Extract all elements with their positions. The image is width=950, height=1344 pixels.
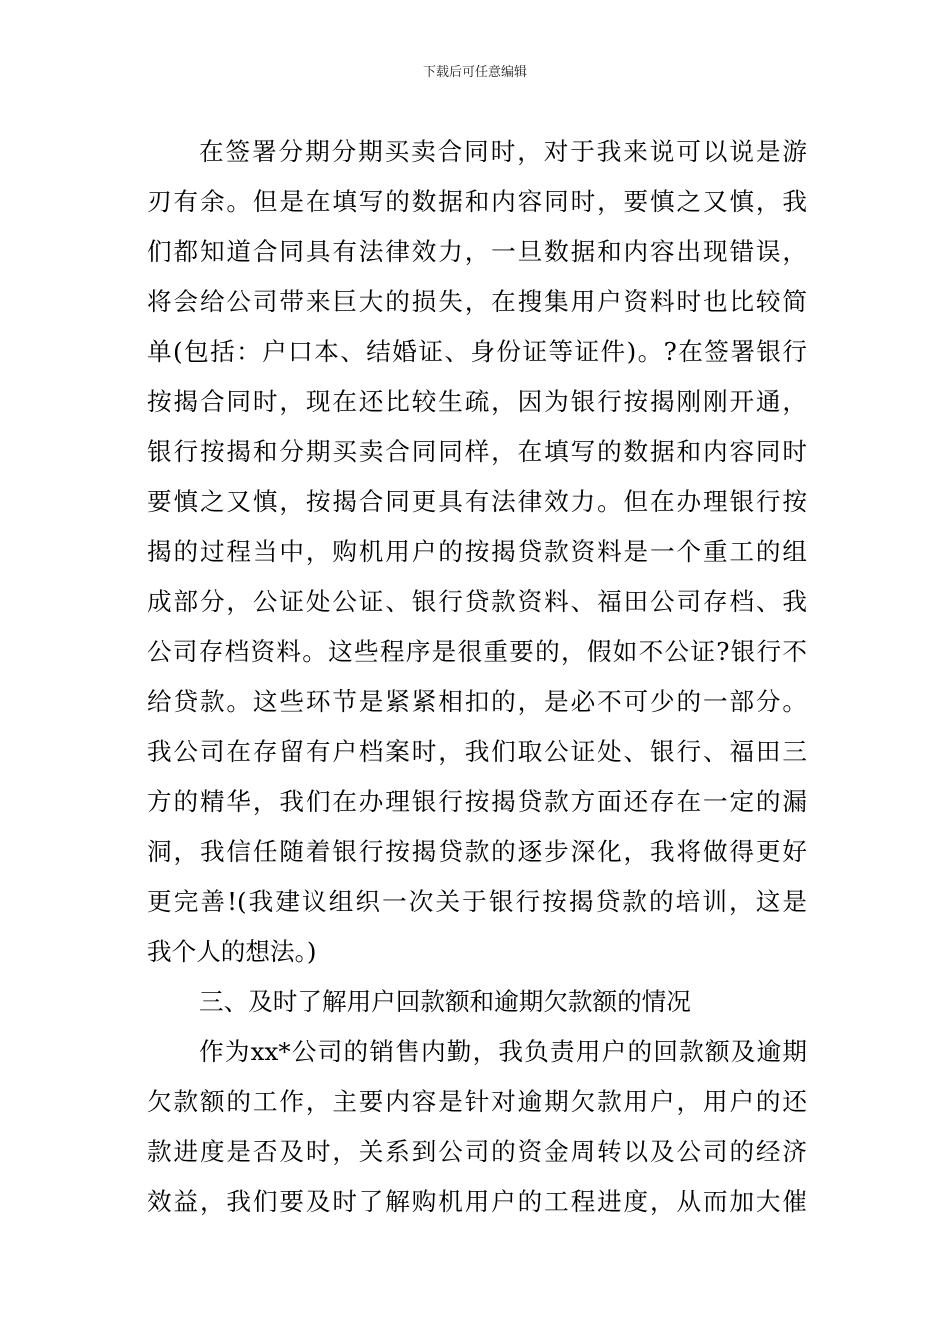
text-line: 刃有余。但是在填写的数据和内容同时，要慎之又慎，我 xyxy=(147,187,807,216)
text-line: 效益，我们要及时了解购机用户的工程进度，从而加大催 xyxy=(147,1187,807,1216)
text-line: 款进度是否及时，关系到公司的资金周转以及公司的经济 xyxy=(147,1137,807,1166)
text-line: 单(包括：户口本、结婚证、身份证等证件)。?在签署银行 xyxy=(147,337,807,366)
page-header-note: 下载后可任意编辑 xyxy=(422,65,527,80)
text-line: 公司存档资料。这些程序是很重要的，假如不公证?银行不 xyxy=(147,637,807,666)
text-line: 我个人的想法。) xyxy=(147,937,317,966)
text-line: 按揭合同时，现在还比较生疏，因为银行按揭刚刚开通， xyxy=(147,387,807,416)
text-line: 银行按揭和分期买卖合同同样，在填写的数据和内容同时 xyxy=(147,437,807,466)
text-line: 欠款额的工作，主要内容是针对逾期欠款用户，用户的还 xyxy=(147,1087,807,1116)
text-line: 给贷款。这些环节是紧紧相扣的，是必不可少的一部分。 xyxy=(147,687,807,716)
text-line: 我公司在存留有户档案时，我们取公证处、银行、福田三 xyxy=(147,737,807,766)
text-line: 要慎之又慎，按揭合同更具有法律效力。但在办理银行按 xyxy=(147,487,807,516)
text-line: 更完善!(我建议组织一次关于银行按揭贷款的培训，这是 xyxy=(147,887,807,916)
text-line: 成部分，公证处公证、银行贷款资料、福田公司存档、我 xyxy=(147,587,807,616)
text-line: 将会给公司带来巨大的损失，在搜集用户资料时也比较简 xyxy=(147,287,807,316)
text-line: 方的精华，我们在办理银行按揭贷款方面还存在一定的漏 xyxy=(147,787,807,816)
text-line: 三、及时了解用户回款额和逾期欠款额的情况 xyxy=(199,987,691,1016)
text-line: 揭的过程当中，购机用户的按揭贷款资料是一个重工的组 xyxy=(147,537,807,566)
text-line: 作为xx*公司的销售内勤，我负责用户的回款额及逾期 xyxy=(199,1037,807,1066)
text-line: 们都知道合同具有法律效力，一旦数据和内容出现错误， xyxy=(147,237,807,266)
text-line: 在签署分期分期买卖合同时，对于我来说可以说是游 xyxy=(199,137,807,166)
text-line: 洞，我信任随着银行按揭贷款的逐步深化，我将做得更好 xyxy=(147,837,807,866)
document-body xyxy=(147,127,807,1227)
